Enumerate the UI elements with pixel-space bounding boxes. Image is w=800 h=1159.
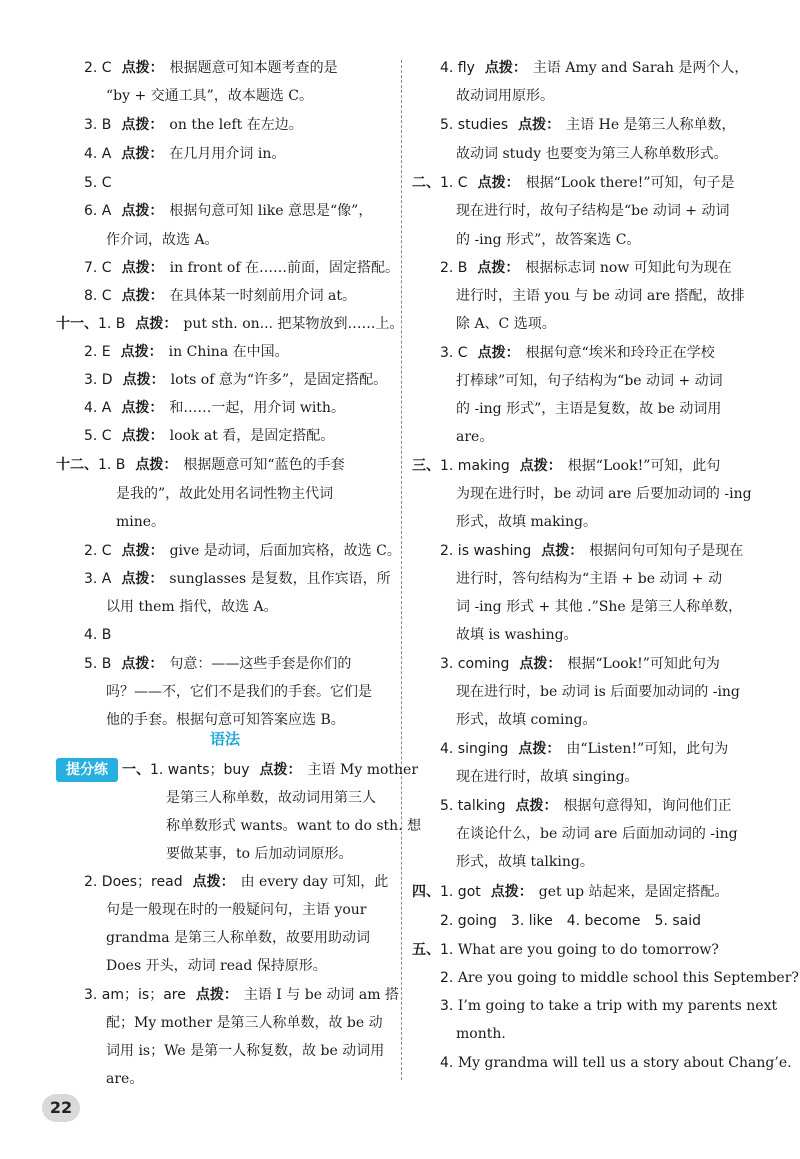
answer-text: 要做某事，to 后加动词原形。: [166, 846, 353, 862]
answer-text: 进行时，答句结构为“主语 + be 动词 + 动: [456, 571, 723, 587]
item-number: 1. making: [440, 458, 510, 474]
answer-text: 现在进行时，be 动词 is 后面要加动词的 -ing: [456, 684, 740, 700]
item-number: 2. C: [84, 543, 112, 559]
answer-line: [456, 144, 728, 166]
answer-text: 和……一起，用介词 with。: [169, 400, 345, 416]
item-number: 1. B: [98, 457, 126, 473]
answer-line: [440, 796, 732, 818]
hint-label: 点拨：: [121, 400, 164, 416]
answer-line: [166, 788, 376, 810]
hint-label: 点拨：: [477, 345, 520, 361]
answer-line: [456, 710, 596, 732]
column-divider: [401, 60, 402, 1080]
hint-label: 点拨：: [519, 458, 562, 474]
section-heading: 语法: [209, 730, 240, 748]
answer-line: [412, 882, 729, 904]
answer-text: 现在进行时，故填 singing。: [456, 769, 639, 785]
answer-line: [106, 928, 370, 950]
answer-text: 主语 I 与 be 动词 am 搭: [243, 987, 399, 1003]
section-label: 十二、: [56, 457, 98, 473]
answer-line: [84, 398, 345, 420]
answer-line: [412, 173, 735, 195]
answer-line: [456, 230, 640, 252]
answer-text: 主语 Amy and Sarah 是两个人，: [532, 60, 749, 76]
answer-line: [456, 852, 594, 874]
answer-line: [106, 86, 313, 108]
answer-line: [456, 427, 493, 449]
item-number: 2. B: [440, 260, 468, 276]
hint-label: 点拨：: [259, 762, 302, 778]
item-number: 1. B: [98, 316, 126, 332]
hint-label: 点拨：: [541, 543, 584, 559]
answer-line: [456, 86, 554, 108]
answer-line: [440, 343, 715, 365]
answer-line: [456, 286, 745, 308]
answer-text: 根据题意可知本题考查的是: [169, 60, 338, 76]
section-label: 十一、: [56, 316, 98, 332]
answer-text: Are you going to middle school this September?: [457, 970, 799, 986]
answer-line: [106, 956, 327, 978]
answer-line: [106, 1041, 384, 1063]
item-number: 3. A: [84, 571, 112, 587]
hint-label: 点拨：: [192, 874, 235, 890]
answer-line: [440, 996, 777, 1018]
answer-text: 打棒球”可知，句子结构为“be 动词 + 动词: [456, 373, 723, 389]
answer-text: What are you going to do tomorrow?: [457, 942, 719, 958]
answer-line: [412, 940, 719, 962]
item-number: 5. C: [84, 175, 112, 191]
hint-label: 点拨：: [121, 571, 164, 587]
item-number: 2. E: [84, 344, 111, 360]
answer-line: [84, 173, 112, 195]
answer-line: [84, 625, 111, 647]
answer-text: 是第三人称单数，故动词用第三人: [166, 790, 376, 806]
item-number: 3. B: [84, 117, 112, 133]
item-number: 1. C: [440, 175, 468, 191]
hint-label: 点拨：: [484, 60, 527, 76]
answer-line: [106, 1069, 143, 1091]
answer-line: [456, 824, 738, 846]
answer-line: [116, 484, 333, 506]
answer-text: 形式，故填 coming。: [456, 712, 597, 728]
hint-label: 点拨：: [519, 656, 562, 672]
answer-text: 进行时，主语 you 与 be 动词 are 搭配，故排: [456, 288, 745, 304]
answer-line: [440, 258, 732, 280]
answer-line: [456, 399, 721, 421]
answer-line: [456, 682, 740, 704]
answer-line: [440, 541, 743, 563]
answer-line: [84, 985, 399, 1007]
item-number: 3. C: [440, 345, 468, 361]
answer-text: 的 -ing 形式”，故答案选 C。: [456, 232, 641, 248]
answer-text: in China 在中国。: [168, 344, 289, 360]
answer-text: I’m going to take a trip with my parents next: [457, 998, 778, 1014]
answer-text: 根据“Look there!”可知，句子是: [525, 175, 735, 191]
item-number: 5. C: [84, 428, 112, 444]
hint-label: 点拨：: [195, 987, 238, 1003]
answer-line: [84, 286, 356, 308]
hint-label: 点拨：: [121, 288, 164, 304]
answer-text: “by + 交通工具”，故本题选 C。: [106, 88, 313, 104]
item-number: 2. going 3. like 4. become 5. said: [440, 913, 701, 929]
answer-line: [84, 58, 338, 80]
item-number: 4. B: [84, 627, 112, 643]
item-number: 2. is washing: [440, 543, 532, 559]
answer-text: give 是动词，后面加宾格，故选 C。: [169, 543, 401, 559]
answer-text: 在谈论什么，be 动词 are 后面加动词的 -ing: [456, 826, 738, 842]
answer-text: on the left 在左边。: [169, 117, 303, 133]
answer-line: [56, 455, 345, 477]
hint-label: 点拨：: [518, 741, 561, 757]
answer-text: My grandma will tell us a story about Chang’e.: [457, 1055, 792, 1071]
answer-line: [440, 911, 701, 933]
answer-text: 句是一般现在时的一般疑问句，主语 your: [106, 902, 367, 918]
answer-line: [84, 258, 399, 280]
answer-text: 根据标志词 now 可知此句为现在: [525, 260, 732, 276]
answer-line: [84, 144, 285, 166]
answer-line: [84, 541, 401, 563]
answer-text: 根据句意可知 like 意思是“像”，: [169, 203, 373, 219]
item-number: 2. Does；read: [84, 874, 183, 890]
answer-text: 配；My mother 是第三人称单数，故 be 动: [106, 1015, 383, 1031]
answer-text: 为现在进行时，be 动词 are 后要加动词的 -ing: [456, 486, 752, 502]
answer-line: [412, 456, 720, 478]
hint-label: 点拨：: [121, 146, 164, 162]
answer-line: [166, 816, 421, 838]
answer-text: 根据问句可知句子是现在: [589, 543, 744, 559]
answer-line: [456, 1024, 506, 1046]
answer-line: [106, 230, 219, 252]
hint-label: 点拨：: [122, 372, 165, 388]
answer-line: [440, 968, 799, 990]
section-label: 三、: [412, 458, 440, 474]
answer-text: 根据“Look!”可知，此句: [567, 458, 721, 474]
hint-label: 点拨：: [121, 656, 164, 672]
answer-text: 主语 My mother: [307, 762, 419, 778]
answer-text: 形式，故填 talking。: [456, 854, 594, 870]
item-number: 1. got: [440, 884, 481, 900]
answer-line: [456, 597, 742, 619]
answer-line: [84, 201, 372, 223]
answer-text: 称单数形式 wants。want to do sth. 想: [166, 818, 422, 834]
hint-label: 点拨：: [518, 117, 561, 133]
hint-label: 点拨：: [515, 798, 558, 814]
answer-line: [456, 767, 639, 789]
answer-line: [122, 760, 418, 782]
hint-label: 点拨：: [120, 344, 163, 360]
answer-text: 根据“Look!”可知此句为: [567, 656, 720, 672]
hint-label: 点拨：: [121, 260, 164, 276]
answer-text: 作介词，故选 A。: [106, 232, 219, 248]
item-number: 3. am；is；are: [84, 987, 186, 1003]
item-number: 2.: [440, 970, 458, 986]
item-number: 5. B: [84, 656, 112, 672]
item-number: 2. C: [84, 60, 112, 76]
answer-line: [84, 342, 289, 364]
answer-text: 在具体某一时刻前用介词 at。: [169, 288, 357, 304]
hint-label: 点拨：: [477, 260, 520, 276]
answer-line: [440, 115, 736, 137]
answer-text: Does 开头，动词 read 保持原形。: [106, 958, 327, 974]
answer-line: [456, 569, 722, 591]
hint-label: 点拨：: [121, 543, 164, 559]
section-label: 二、: [412, 175, 440, 191]
item-number: 5. talking: [440, 798, 506, 814]
answer-line: [106, 682, 372, 704]
answer-text: 以用 them 指代，故选 A。: [106, 599, 278, 615]
item-number: 1. wants；buy: [150, 762, 250, 778]
item-number: 4. A: [84, 400, 112, 416]
answer-text: 根据句意“埃米和玲玲正在学校: [525, 345, 715, 361]
answer-text: 词 -ing 形式 + 其他 .”She 是第三人称单数，: [456, 599, 743, 615]
answer-text: 由“Listen!”可知，此句为: [566, 741, 729, 757]
item-number: 4. fly: [440, 60, 475, 76]
item-number: 4. singing: [440, 741, 509, 757]
answer-line: [440, 1053, 792, 1075]
answer-text: 由 every day 可知，此: [240, 874, 389, 890]
hint-label: 点拨：: [477, 175, 520, 191]
item-number: 3. coming: [440, 656, 510, 672]
answer-line: [84, 654, 351, 676]
answer-text: in front of 在……前面，固定搭配。: [169, 260, 399, 276]
answer-text: 故填 is washing。: [456, 627, 578, 643]
practice-badge: 提分练: [56, 758, 118, 782]
answer-line: [166, 844, 353, 866]
item-number: 7. C: [84, 260, 112, 276]
hint-label: 点拨：: [490, 884, 533, 900]
section-label: 四、: [412, 884, 440, 900]
answer-text: 在几月用介词 in。: [169, 146, 286, 162]
answer-text: 根据句意得知，询问他们正: [563, 798, 732, 814]
answer-text: grandma 是第三人称单数，故要用助动词: [106, 930, 371, 946]
hint-label: 点拨：: [121, 203, 164, 219]
answer-line: [456, 512, 597, 534]
item-number: 3.: [440, 998, 458, 1014]
answer-text: 的 -ing 形式”，主语是复数，故 be 动词用: [456, 401, 722, 417]
answer-line: [456, 201, 729, 223]
answer-text: month.: [456, 1026, 506, 1042]
section-label: 五、: [412, 942, 440, 958]
answer-line: [440, 58, 748, 80]
item-number: 8. C: [84, 288, 112, 304]
answer-line: [116, 512, 165, 534]
item-number: 5. studies: [440, 117, 509, 133]
answer-text: 句意：——这些手套是你们的: [169, 656, 352, 672]
item-number: 1.: [440, 942, 458, 958]
page-number: 22: [42, 1094, 80, 1122]
answer-text: are。: [456, 429, 494, 445]
hint-label: 点拨：: [135, 457, 178, 473]
item-number: 6. A: [84, 203, 112, 219]
answer-text: are。: [106, 1071, 144, 1087]
section-label: 一、: [122, 762, 150, 778]
answer-text: 根据题意可知“蓝色的手套: [183, 457, 345, 473]
answer-line: [56, 314, 403, 336]
hint-label: 点拨：: [135, 316, 178, 332]
answer-line: [84, 115, 303, 137]
answer-line: [106, 597, 278, 619]
answer-text: get up 站起来，是固定搭配。: [538, 884, 729, 900]
answer-text: put sth. on... 把某物放到……上。: [183, 316, 404, 332]
hint-label: 点拨：: [121, 428, 164, 444]
answer-text: 故动词 study 也要变为第三人称单数形式。: [456, 146, 728, 162]
answer-text: 是我的”，故此处用名词性物主代词: [116, 486, 334, 502]
item-number: 4.: [440, 1055, 458, 1071]
answer-line: [440, 739, 728, 761]
answer-line: [456, 484, 752, 506]
answer-text: 吗？——不，它们不是我们的手套。它们是: [106, 684, 372, 700]
answer-line: [106, 900, 367, 922]
answer-line: [84, 569, 391, 591]
item-number: 3. D: [84, 372, 113, 388]
hint-label: 点拨：: [121, 117, 164, 133]
answer-text: 主语 He 是第三人称单数，: [566, 117, 736, 133]
answer-line: [84, 872, 388, 894]
answer-text: 形式，故填 making。: [456, 514, 598, 530]
answer-text: 词用 is；We 是第一人称复数，故 be 动词用: [106, 1043, 385, 1059]
answer-text: mine。: [116, 514, 166, 530]
answer-line: [456, 625, 578, 647]
answer-text: 现在进行时，故句子结构是“be 动词 + 动词: [456, 203, 730, 219]
answer-line: [106, 1013, 383, 1035]
answer-text: look at 看，是固定搭配。: [169, 428, 335, 444]
hint-label: 点拨：: [121, 60, 164, 76]
answer-line: [84, 370, 387, 392]
answer-line: [440, 654, 720, 676]
answer-line: [84, 426, 334, 448]
answer-line: [456, 371, 723, 393]
answer-text: lots of 意为“许多”，是固定搭配。: [170, 372, 388, 388]
answer-text: 他的手套。根据句意可知答案应选 B。: [106, 712, 345, 728]
item-number: 4. A: [84, 146, 112, 162]
answer-line: [456, 314, 556, 336]
answer-text: sunglasses 是复数，且作宾语，所: [169, 571, 391, 587]
answer-text: 除 A、C 选项。: [456, 316, 556, 332]
answer-text: 故动词用原形。: [456, 88, 554, 104]
